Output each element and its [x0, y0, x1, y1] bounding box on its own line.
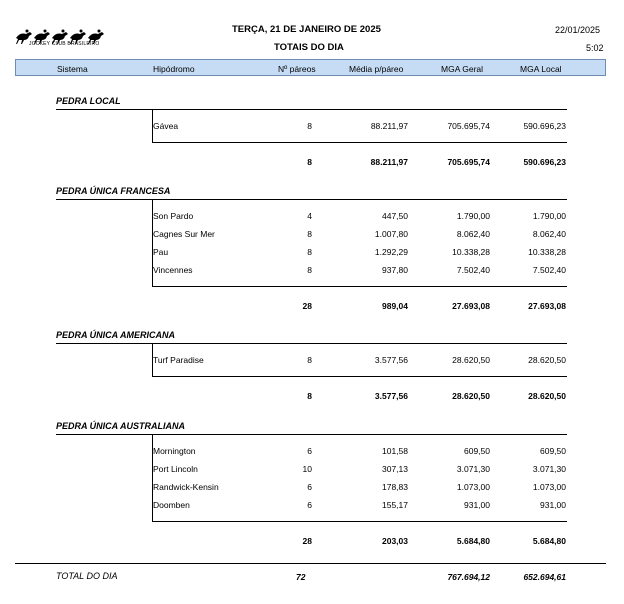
media-por-pareo: 101,58 — [382, 446, 408, 456]
subtotal-media: 203,03 — [382, 536, 408, 546]
subtotal-mga-local: 28.620,50 — [528, 391, 566, 401]
hipodromo-name: Randwick-Kensin — [153, 482, 219, 492]
hipodromo-name: Mornington — [153, 446, 196, 456]
media-por-pareo: 178,83 — [382, 482, 408, 492]
grand-total-divider — [15, 563, 606, 564]
mga-local: 1.790,00 — [532, 211, 566, 221]
media-por-pareo: 3.577,56 — [374, 355, 408, 365]
hipodromo-name: Doomben — [153, 500, 190, 510]
mga-geral: 1.790,00 — [456, 211, 490, 221]
media-por-pareo: 937,80 — [382, 265, 408, 275]
grand-total-pareos: 72 — [296, 572, 306, 582]
subtotal-mga-geral: 5.684,80 — [456, 536, 490, 546]
media-por-pareo: 88.211,97 — [370, 121, 408, 131]
pareos-count: 10 — [302, 464, 312, 474]
print-date: 22/01/2025 — [555, 25, 601, 35]
subtotal-media: 88.211,97 — [370, 157, 408, 167]
mga-local: 1.073,00 — [532, 482, 566, 492]
pareos-count: 8 — [307, 265, 312, 275]
pareos-count: 4 — [307, 211, 312, 221]
subtotal-mga-local: 590.696,23 — [523, 157, 566, 167]
mga-local: 7.502,40 — [532, 265, 566, 275]
subtotal-divider — [152, 521, 567, 522]
grand-total-label: TOTAL DO DIA — [56, 571, 118, 581]
section-title: PEDRA ÚNICA AMERICANA — [56, 330, 175, 340]
subtotal-mga-geral: 705.695,74 — [447, 157, 490, 167]
col-header-sistema: Sistema — [57, 64, 88, 74]
col-header-hipodromo: Hipódromo — [153, 64, 195, 74]
media-por-pareo: 1.292,29 — [374, 247, 408, 257]
subtotal-pareos: 8 — [307, 391, 312, 401]
media-por-pareo: 447,50 — [382, 211, 408, 221]
col-header-mga-geral: MGA Geral — [441, 64, 484, 74]
hipodromo-name: Turf Paradise — [153, 355, 204, 365]
logo-text: JOCKEY CLUB BRASILEIRO — [29, 41, 100, 47]
subtotal-media: 989,04 — [382, 301, 408, 311]
report-subtitle: TOTAIS DO DIA — [274, 42, 344, 53]
subtotal-pareos: 28 — [302, 301, 312, 311]
pareos-count: 8 — [307, 355, 312, 365]
hipodromo-name: Son Pardo — [153, 211, 194, 221]
section-divider — [56, 199, 567, 200]
mga-geral: 609,50 — [464, 446, 490, 456]
mga-geral: 8.062,40 — [456, 229, 490, 239]
hipodromo-name: Vincennes — [153, 265, 193, 275]
mga-geral: 705.695,74 — [447, 121, 490, 131]
hipodromo-name: Port Lincoln — [153, 464, 198, 474]
pareos-count: 8 — [307, 121, 312, 131]
mga-geral: 7.502,40 — [456, 265, 490, 275]
subtotal-mga-local: 5.684,80 — [532, 536, 566, 546]
media-por-pareo: 1.007,80 — [374, 229, 408, 239]
grand-total-mga-local: 652.694,61 — [523, 572, 566, 582]
col-header-mga-local: MGA Local — [520, 64, 562, 74]
col-header-media: Média p/páreo — [349, 64, 404, 74]
hipodromo-name: Gávea — [153, 121, 179, 131]
pareos-count: 6 — [307, 500, 312, 510]
print-time: 5:02 — [586, 43, 604, 53]
subtotal-mga-geral: 27.693,08 — [452, 301, 490, 311]
mga-geral: 10.338,28 — [452, 247, 490, 257]
report-date-title: TERÇA, 21 DE JANEIRO DE 2025 — [232, 24, 381, 35]
subtotal-pareos: 28 — [302, 536, 312, 546]
subtotal-divider — [152, 142, 567, 143]
subtotal-pareos: 8 — [307, 157, 312, 167]
subtotal-mga-geral: 28.620,50 — [452, 391, 490, 401]
subtotal-divider — [152, 376, 567, 377]
media-por-pareo: 307,13 — [382, 464, 408, 474]
section-title: PEDRA ÚNICA FRANCESA — [56, 186, 171, 196]
grand-total-mga-geral: 767.694,12 — [447, 572, 490, 582]
mga-local: 10.338,28 — [528, 247, 566, 257]
media-por-pareo: 155,17 — [382, 500, 408, 510]
mga-local: 590.696,23 — [523, 121, 566, 131]
hipodromo-name: Cagnes Sur Mer — [153, 229, 215, 239]
section-divider — [56, 109, 567, 110]
section-title: PEDRA ÚNICA AUSTRALIANA — [56, 421, 185, 431]
mga-geral: 931,00 — [464, 500, 490, 510]
subtotal-mga-local: 27.693,08 — [528, 301, 566, 311]
mga-geral: 1.073,00 — [456, 482, 490, 492]
col-header-pareos: Nº páreos — [278, 64, 316, 74]
mga-local: 3.071,30 — [532, 464, 566, 474]
mga-geral: 3.071,30 — [456, 464, 490, 474]
hipodromo-name: Pau — [153, 247, 169, 257]
pareos-count: 6 — [307, 482, 312, 492]
subtotal-media: 3.577,56 — [374, 391, 408, 401]
section-divider — [56, 434, 567, 435]
subtotal-divider — [152, 286, 567, 287]
section-divider — [56, 343, 567, 344]
mga-local: 28.620,50 — [528, 355, 566, 365]
section-title: PEDRA LOCAL — [56, 96, 121, 106]
pareos-count: 8 — [307, 229, 312, 239]
mga-local: 609,50 — [540, 446, 566, 456]
mga-geral: 28.620,50 — [452, 355, 490, 365]
pareos-count: 6 — [307, 446, 312, 456]
pareos-count: 8 — [307, 247, 312, 257]
mga-local: 931,00 — [540, 500, 566, 510]
mga-local: 8.062,40 — [532, 229, 566, 239]
